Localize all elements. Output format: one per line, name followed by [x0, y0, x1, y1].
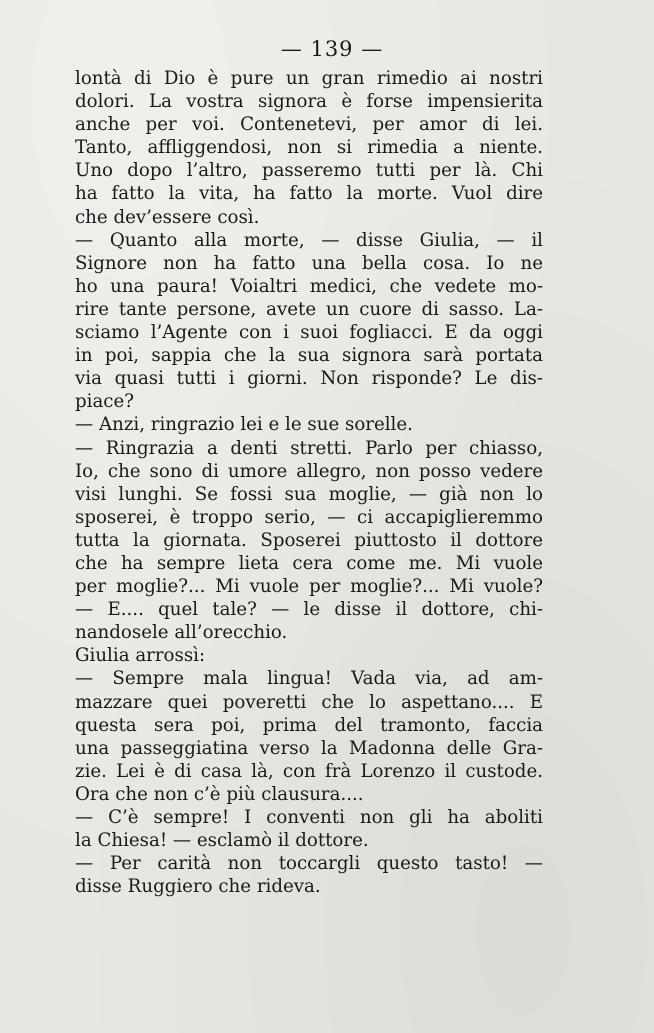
text-line: la Chiesa! — esclamò il dottore. [75, 830, 369, 852]
text-line: disse Ruggiero che rideva. [75, 876, 321, 898]
text-line: rire tante persone, avete un cuore di sasso. La- [75, 298, 543, 320]
text-line: per moglie?... Mi vuole per moglie?... Mi vuole? [75, 576, 543, 598]
text-line: tutta la giornata. Sposerei piuttosto il dottore [75, 529, 543, 551]
text-line: lontà di Dio è pure un gran rimedio ai nostri [75, 68, 543, 89]
page-number: — 139 — [280, 37, 384, 61]
text-line: dolori. La vostra signora è forse impensierita [75, 91, 543, 113]
text-line: — E.... quel tale? — le disse il dottore, chi- [75, 599, 543, 621]
text-line: Uno dopo l’altro, passeremo tutti per là. Chi [75, 160, 543, 182]
text-line: una passeggiatina verso la Madonna delle Gra- [75, 737, 543, 759]
text-line: ho una paura! Voialtri medici, che vedete mo- [75, 275, 543, 297]
text-line: piace? [75, 391, 135, 413]
text-line: zie. Lei è di casa là, con frà Lorenzo il custode. [75, 760, 543, 782]
text-line: Tanto, affliggendosi, non si rimedia a niente. [75, 137, 543, 159]
text-line: mazzare quei poveretti che lo aspettano.... E [75, 691, 543, 713]
text-line: Signore non ha fatto una bella cosa. Io ne [75, 252, 543, 274]
text-line: visi lunghi. Se fossi sua moglie, — già non lo [75, 483, 543, 505]
text-line: Giulia arrossì: [75, 645, 206, 667]
text-line: che dev’essere così. [75, 206, 260, 228]
text-line: — Sempre mala lingua! Vada via, ad am- [75, 668, 543, 690]
text-line: via quasi tutti i giorni. Non risponde? Le dis- [75, 368, 543, 390]
text-line: — Anzi, ringrazio lei e le sue sorelle. [75, 414, 413, 436]
text-line: — Ringrazia a denti stretti. Parlo per chiasso, [75, 437, 543, 459]
text-line: Ora che non c’è più clausura.... [75, 783, 364, 805]
text-line: ha fatto la vita, ha fatto la morte. Vuol dire [75, 183, 543, 205]
text-line: anche per voi. Contenetevi, per amor di lei. [75, 114, 543, 136]
text-line: — Per carità non toccargli questo tasto! — [75, 853, 543, 875]
text-line: questa sera poi, prima del tramonto, faccia [75, 714, 543, 736]
text-line: sposerei, è troppo serio, — ci accapiglieremmo [75, 506, 543, 528]
text-line: — Quanto alla morte, — disse Giulia, — il [75, 229, 543, 251]
text-line: in poi, sappia che la sua signora sarà portata [75, 345, 543, 367]
text-line: sciamo l’Agente con i suoi fogliacci. E da oggi [75, 322, 543, 344]
text-line: — C’è sempre! I conventi non gli ha aboliti [75, 807, 543, 828]
body-text [75, 67, 543, 898]
text-line: che ha sempre lieta cera come me. Mi vuole [75, 552, 543, 574]
text-line: nandosele all’orecchio. [75, 622, 288, 644]
text-line: Io, che sono di umore allegro, non posso vedere [75, 460, 543, 482]
